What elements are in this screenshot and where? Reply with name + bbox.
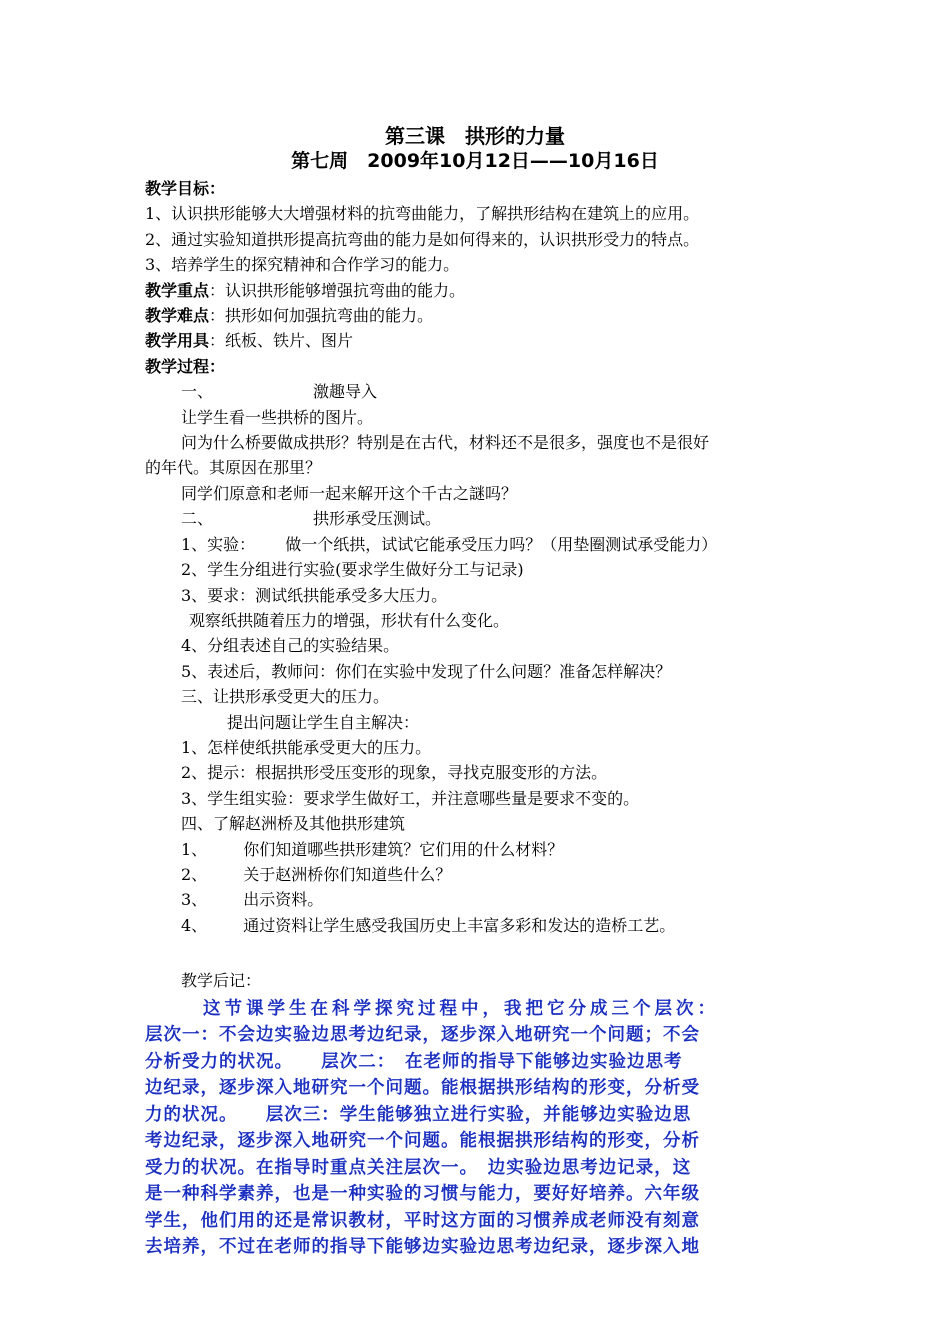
tools-text: ：纸板、铁片、图片 bbox=[209, 331, 354, 351]
tools-label: 教学用具 bbox=[145, 331, 210, 351]
lesson-title: 第三课 拱形的力量 bbox=[385, 124, 565, 148]
list-item bbox=[145, 913, 810, 938]
section-2-heading bbox=[145, 506, 810, 531]
list-item bbox=[145, 532, 810, 557]
postscript-line: 分析受力的状况。 层次二： 在老师的指导下能够边实验边思考 bbox=[145, 1051, 683, 1072]
list-item: 2、学生分组进行实验(要求学生做好分工与记录) bbox=[181, 560, 524, 580]
difficulty-text: ：拱形如何加强抗弯曲的能力。 bbox=[209, 306, 434, 326]
paragraph: 问为什么桥要做成拱形？特别是在古代，材料还不是很多，强度也不是很好 bbox=[181, 433, 710, 453]
item-text: 做一个纸拱，试试它能承受压力吗？（用垫圈测试承受能力） bbox=[285, 534, 718, 554]
item-number: 3、 bbox=[181, 890, 208, 910]
list-item-continued: 观察纸拱随着压力的增强，形状有什么变化。 bbox=[189, 610, 510, 630]
difficulty-label: 教学难点 bbox=[145, 306, 210, 326]
list-item: 2、提示：根据拱形受压变形的现象，寻找克服变形的方法。 bbox=[181, 763, 608, 783]
section-3-heading: 三、让拱形承受更大的压力。 bbox=[181, 687, 390, 707]
list-item bbox=[145, 837, 810, 862]
postscript-line: 受力的状况。在指导时重点关注层次一。 边实验边思考边记录，这 bbox=[145, 1157, 692, 1178]
postscript-heading: 教学后记： bbox=[181, 971, 262, 991]
section-4-heading: 四、了解赵洲桥及其他拱形建筑 bbox=[181, 814, 406, 834]
item-number: 2、 bbox=[181, 864, 208, 884]
postscript-line: 学生，他们用的还是常识教材，平时这方面的习惯养成老师没有刻意 bbox=[145, 1210, 700, 1231]
postscript-text bbox=[145, 996, 810, 1261]
tools-line bbox=[145, 328, 810, 353]
item-text: 关于赵洲桥你们知道些什么？ bbox=[243, 864, 452, 884]
objectives-heading: 教学目标： bbox=[145, 179, 226, 198]
paragraph-continued: 的年代。其原因在那里？ bbox=[145, 458, 322, 478]
postscript-line: 去培养，不过在老师的指导下能够边实验边思考边纪录，逐步深入地 bbox=[145, 1237, 700, 1258]
section-2-number: 二、 bbox=[181, 509, 214, 529]
section-1-title: 激趣导入 bbox=[313, 382, 378, 402]
spacer bbox=[145, 938, 810, 968]
list-item: 4、分组表述自己的实验结果。 bbox=[181, 636, 400, 656]
focus-line bbox=[145, 278, 810, 303]
item-text: 你们知道哪些拱形建筑？它们用的什么材料？ bbox=[243, 839, 564, 859]
postscript-line: 力的状况。 层次三：学生能够独立进行实验，并能够边实验边思 bbox=[145, 1104, 692, 1125]
item-label: 1、实验： bbox=[181, 534, 256, 554]
section-1-heading bbox=[145, 379, 810, 404]
list-item: 3、要求：测试纸拱能承受多大压力。 bbox=[181, 585, 448, 605]
list-item: 5、表述后，教师问：你们在实验中发现了什么问题？准备怎样解决？ bbox=[181, 661, 672, 681]
item-number: 1、 bbox=[181, 839, 208, 859]
objective-item: 3、培养学生的探究精神和合作学习的能力。 bbox=[145, 255, 460, 275]
postscript-line: 边纪录，逐步深入地研究一个问题。能根据拱形结构的形变，分析受 bbox=[145, 1078, 700, 1099]
item-number: 4、 bbox=[181, 915, 208, 935]
list-item bbox=[145, 887, 810, 912]
paragraph: 同学们原意和老师一起来解开这个千古之謎吗？ bbox=[181, 483, 518, 503]
section-2-title: 拱形承受压测试。 bbox=[313, 509, 442, 529]
list-item: 3、学生组实验：要求学生做好工，并注意哪些量是要求不变的。 bbox=[181, 788, 640, 808]
section-3-intro: 提出问题让学生自主解决： bbox=[227, 712, 420, 732]
lesson-body bbox=[145, 176, 810, 1261]
objective-item: 2、通过实验知道拱形提高抗弯曲的能力是如何得来的，认识拱形受力的特点。 bbox=[145, 229, 700, 249]
focus-text: ：认识拱形能够增强抗弯曲的能力。 bbox=[209, 280, 466, 300]
postscript-line: 层次一：不会边实验边思考边纪录，逐步深入地研究一个问题；不会 bbox=[145, 1025, 700, 1046]
section-1-number: 一、 bbox=[181, 382, 214, 402]
objective-item: 1、认识拱形能够大大增强材料的抗弯曲能力，了解拱形结构在建筑上的应用。 bbox=[145, 204, 700, 224]
item-text: 通过资料让学生感受我国历史上丰富多彩和发达的造桥工艺。 bbox=[243, 915, 676, 935]
list-item: 1、怎样使纸拱能承受更大的压力。 bbox=[181, 737, 432, 757]
process-heading: 教学过程： bbox=[145, 356, 226, 376]
focus-label: 教学重点 bbox=[145, 280, 210, 300]
postscript-line: 考边纪录，逐步深入地研究一个问题。能根据拱形结构的形变，分析 bbox=[145, 1131, 700, 1152]
postscript-line: 这节课学生在科学探究过程中，我把它分成三个层次： bbox=[203, 998, 719, 1019]
item-text: 出示资料。 bbox=[243, 890, 324, 910]
lesson-schedule: 第七周 2009年10月12日——10月16日 bbox=[291, 150, 659, 172]
postscript-line: 是一种科学素养，也是一种实验的习惯与能力，要好好培养。六年级 bbox=[145, 1184, 700, 1205]
difficulty-line bbox=[145, 303, 810, 328]
paragraph: 让学生看一些拱桥的图片。 bbox=[181, 407, 374, 427]
list-item bbox=[145, 862, 810, 887]
